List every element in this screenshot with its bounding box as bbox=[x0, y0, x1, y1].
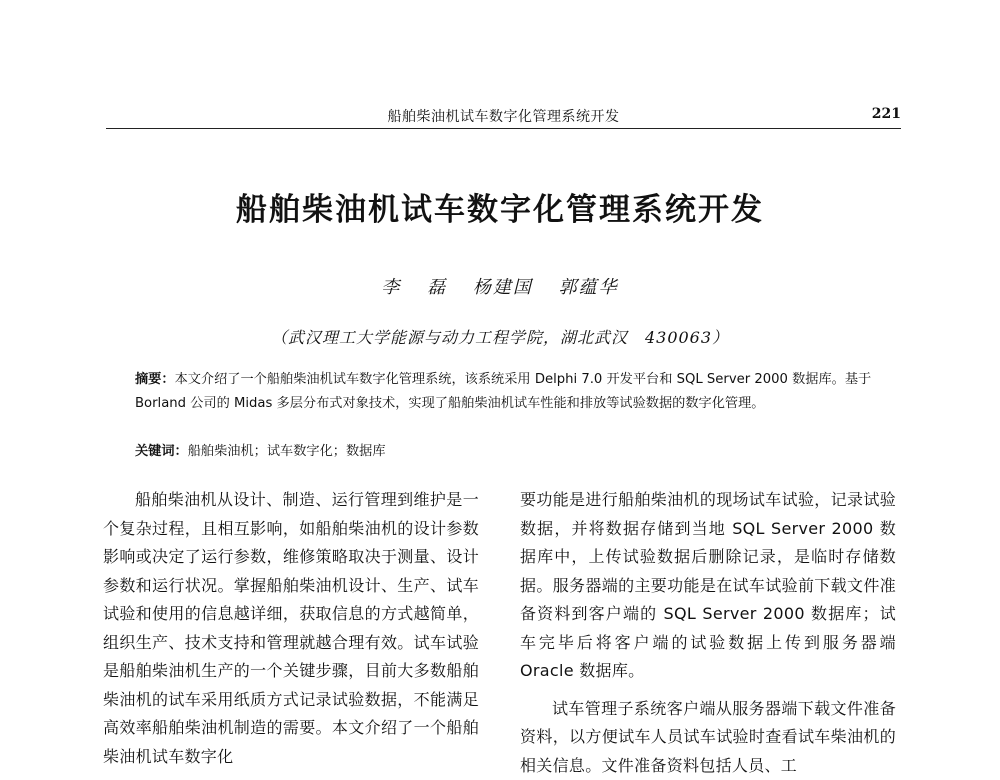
body-paragraph: 要功能是进行船舶柴油机的现场试车试验，记录试验数据，并将数据存储到当地 SQL Server 2000 数据库中，上传试验数据后删除记录，是临时存储数据。服务器端的主要功能是在试车试验前下载文件准备资料到客户端的 SQL Server 2000 数据库；试车完毕后将客户端的试验数据上传到服务器端 Oracle 数据库。 bbox=[520, 486, 896, 686]
body-paragraph: 试车管理子系统客户端从服务器端下载文件准备资料，以方便试车人员试车试验时查看试车柴油机的相关信息。文件准备资料包括人员、工 bbox=[520, 695, 896, 780]
abstract bbox=[135, 368, 875, 416]
page-number: 221 bbox=[872, 106, 901, 122]
article-title: 船舶柴油机试车数字化管理系统开发 bbox=[0, 184, 1000, 229]
running-title: 船舶柴油机试车数字化管理系统开发 bbox=[106, 106, 901, 126]
keywords-text: 船舶柴油机；试车数字化；数据库 bbox=[188, 444, 386, 459]
body-left-column bbox=[103, 486, 479, 771]
body-right-column bbox=[520, 486, 896, 780]
authors: 李 磊 杨建国 郭蕴华 bbox=[0, 273, 1000, 299]
running-header bbox=[106, 106, 901, 129]
abstract-text: 本文介绍了一个船舶柴油机试车数字化管理系统，该系统采用 Delphi 7.0 开发平台和 SQL Server 2000 数据库。基于 Borland 公司的 Midas 多层分布式对象技术，实现了船舶柴油机试车性能和排放等试验数据的数字化管理。 bbox=[135, 372, 871, 411]
abstract-label: 摘要： bbox=[135, 372, 175, 387]
affiliation: （武汉理工大学能源与动力工程学院，湖北武汉 430063） bbox=[0, 325, 1000, 348]
body-paragraph: 船舶柴油机从设计、制造、运行管理到维护是一个复杂过程，且相互影响，如船舶柴油机的设计参数影响或决定了运行参数，维修策略取决于测量、设计参数和运行状况。掌握船舶柴油机设计、生产、试车试验和使用的信息越详细，获取信息的方式越简单，组织生产、技术支持和管理就越合理有效。试车试验是船舶柴油机生产的一个关键步骤，目前大多数船舶柴油机的试车采用纸质方式记录试验数据，不能满足高效率船舶柴油机制造的需要。本文介绍了一个船舶柴油机试车数字化 bbox=[103, 486, 479, 771]
keywords-label: 关键词： bbox=[135, 444, 188, 459]
keywords bbox=[135, 440, 875, 464]
